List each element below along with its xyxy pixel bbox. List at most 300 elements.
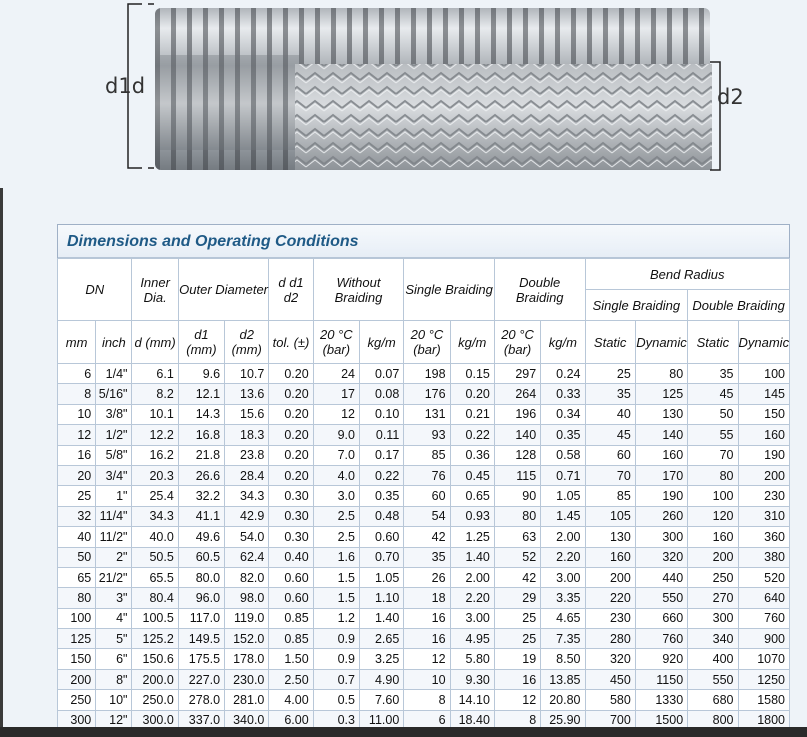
subheader-bar: 20 °C (bar) (494, 321, 540, 364)
table-cell: 96.0 (178, 588, 224, 608)
table-row (58, 649, 790, 669)
table-cell: 70 (585, 465, 635, 485)
table-cell: 0.20 (269, 384, 313, 404)
bottom-edge (0, 727, 807, 737)
subheader-tol: tol. (±) (269, 321, 313, 364)
table-cell: 50 (688, 404, 738, 424)
table-row (58, 486, 790, 506)
table-cell: 10" (96, 690, 132, 710)
table-cell: 45 (688, 384, 738, 404)
table-cell: 149.5 (178, 629, 224, 649)
table-row (58, 364, 790, 384)
table-cell: 176 (404, 384, 450, 404)
table-cell: 82.0 (225, 567, 269, 587)
table-cell: 0.24 (541, 364, 585, 384)
table-cell: 119.0 (225, 608, 269, 628)
table-cell: 52 (494, 547, 540, 567)
table-cell: 264 (494, 384, 540, 404)
header-double-braiding: Double Braiding (494, 259, 585, 321)
table-cell: 0.07 (359, 364, 403, 384)
table-cell: 6.00 (269, 710, 313, 730)
table-cell: 12 (494, 690, 540, 710)
table-cell: 260 (635, 506, 687, 526)
table-cell: 198 (404, 364, 450, 384)
table-row (58, 425, 790, 445)
table-cell: 400 (688, 649, 738, 669)
table-cell: 13.6 (225, 384, 269, 404)
table-cell: 80 (688, 465, 738, 485)
table-cell: 76 (404, 465, 450, 485)
table-cell: 6" (96, 649, 132, 669)
table-cell: 11/4" (96, 506, 132, 526)
table-cell: 160 (688, 527, 738, 547)
table-cell: 0.30 (269, 506, 313, 526)
header-inner: Inner Dia. (132, 259, 178, 321)
table-cell: 11/2" (96, 527, 132, 547)
table-cell: 9.30 (450, 669, 494, 689)
table-cell: 300 (58, 710, 96, 730)
dimensions-panel (57, 224, 790, 728)
table-cell: 170 (635, 465, 687, 485)
table-cell: 10.7 (225, 364, 269, 384)
table-cell: 0.65 (450, 486, 494, 506)
table-cell: 640 (738, 588, 790, 608)
table-cell: 80 (58, 588, 96, 608)
header-bend-radius: Bend Radius (585, 259, 790, 290)
table-cell: 4.95 (450, 629, 494, 649)
table-row (58, 384, 790, 404)
table-cell: 12.1 (178, 384, 224, 404)
table-cell: 25 (585, 364, 635, 384)
table-cell: 200.0 (132, 669, 178, 689)
table-cell: 0.11 (359, 425, 403, 445)
table-cell: 2.5 (313, 527, 359, 547)
table-cell: 550 (688, 669, 738, 689)
table-cell: 80 (635, 364, 687, 384)
table-cell: 85 (585, 486, 635, 506)
table-cell: 35 (404, 547, 450, 567)
table-cell: 26.6 (178, 465, 224, 485)
table-cell: 230 (585, 608, 635, 628)
subheader-inch: inch (96, 321, 132, 364)
table-cell: 270 (688, 588, 738, 608)
table-cell: 16.2 (132, 445, 178, 465)
table-cell: 0.20 (269, 404, 313, 424)
table-cell: 45 (585, 425, 635, 445)
table-cell: 0.35 (541, 425, 585, 445)
table-cell: 23.8 (225, 445, 269, 465)
table-cell: 29 (494, 588, 540, 608)
table-cell: 1.45 (541, 506, 585, 526)
table-cell: 62.4 (225, 547, 269, 567)
table-cell: 0.85 (269, 629, 313, 649)
table-cell: 6 (404, 710, 450, 730)
table-cell: 13.85 (541, 669, 585, 689)
table-cell: 42.9 (225, 506, 269, 526)
table-cell: 150.6 (132, 649, 178, 669)
table-cell: 1.05 (541, 486, 585, 506)
table-cell: 0.33 (541, 384, 585, 404)
table-cell: 8 (58, 384, 96, 404)
table-cell: 320 (635, 547, 687, 567)
table-cell: 1150 (635, 669, 687, 689)
table-cell: 80 (494, 506, 540, 526)
table-cell: 1/4" (96, 364, 132, 384)
table-cell: 8.50 (541, 649, 585, 669)
table-cell: 1800 (738, 710, 790, 730)
table-cell: 40 (58, 527, 96, 547)
table-cell: 250 (58, 690, 96, 710)
table-cell: 800 (688, 710, 738, 730)
table-cell: 4.65 (541, 608, 585, 628)
table-cell: 9.0 (313, 425, 359, 445)
table-cell: 93 (404, 425, 450, 445)
table-cell: 3.00 (450, 608, 494, 628)
table-cell: 0.48 (359, 506, 403, 526)
subheader-dynamic: Dynamic (738, 321, 790, 364)
table-cell: 16 (58, 445, 96, 465)
table-cell: 3/4" (96, 465, 132, 485)
table-cell: 0.93 (450, 506, 494, 526)
table-cell: 1.05 (359, 567, 403, 587)
table-cell: 300 (688, 608, 738, 628)
table-cell: 220 (585, 588, 635, 608)
table-cell: 54.0 (225, 527, 269, 547)
subheader-static: Static (585, 321, 635, 364)
table-cell: 8.2 (132, 384, 178, 404)
table-cell: 2" (96, 547, 132, 567)
table-cell: 25 (58, 486, 96, 506)
table-cell: 20 (58, 465, 96, 485)
table-cell: 42 (494, 567, 540, 587)
table-cell: 11.00 (359, 710, 403, 730)
table-cell: 0.85 (269, 608, 313, 628)
table-cell: 20.3 (132, 465, 178, 485)
table-row (58, 608, 790, 628)
table-cell: 520 (738, 567, 790, 587)
table-body (58, 364, 790, 731)
table-cell: 6 (58, 364, 96, 384)
table-cell: 300.0 (132, 710, 178, 730)
table-cell: 1.5 (313, 567, 359, 587)
table-cell: 0.9 (313, 629, 359, 649)
table-cell: 680 (688, 690, 738, 710)
table-cell: 450 (585, 669, 635, 689)
table-cell: 0.9 (313, 649, 359, 669)
table-cell: 0.40 (269, 547, 313, 567)
table-cell: 3" (96, 588, 132, 608)
table-cell: 280 (585, 629, 635, 649)
table-cell: 42 (404, 527, 450, 547)
table-cell: 25.90 (541, 710, 585, 730)
table-cell: 0.35 (359, 486, 403, 506)
subheader-kgm: kg/m (450, 321, 494, 364)
table-cell: 178.0 (225, 649, 269, 669)
table-row (58, 588, 790, 608)
table-cell: 0.60 (269, 588, 313, 608)
table-cell: 340.0 (225, 710, 269, 730)
table-cell: 0.22 (450, 425, 494, 445)
header-dn: DN (58, 259, 132, 321)
table-cell: 8" (96, 669, 132, 689)
table-cell: 16.8 (178, 425, 224, 445)
table-cell: 12 (404, 649, 450, 669)
table-cell: 760 (738, 608, 790, 628)
subheader-d: d (mm) (132, 321, 178, 364)
table-cell: 0.20 (269, 364, 313, 384)
dimensions-table (57, 258, 790, 731)
table-cell: 4.00 (269, 690, 313, 710)
table-cell: 0.30 (269, 486, 313, 506)
header-bend-single: Single Braiding (585, 290, 688, 321)
table-cell: 1" (96, 486, 132, 506)
table-row (58, 669, 790, 689)
label-d1d: d1d (105, 74, 146, 98)
table-cell: 14.3 (178, 404, 224, 424)
hose-illustration (0, 0, 807, 188)
table-row (58, 547, 790, 567)
header-outer: Outer Diameter (178, 259, 269, 321)
table-cell: 337.0 (178, 710, 224, 730)
table-cell: 128 (494, 445, 540, 465)
table-cell: 360 (738, 527, 790, 547)
table-cell: 0.21 (450, 404, 494, 424)
table-cell: 340 (688, 629, 738, 649)
table-cell: 5" (96, 629, 132, 649)
table-row (58, 465, 790, 485)
table-cell: 580 (585, 690, 635, 710)
table-cell: 1.10 (359, 588, 403, 608)
table-cell: 227.0 (178, 669, 224, 689)
table-cell: 2.50 (269, 669, 313, 689)
table-cell: 5/8" (96, 445, 132, 465)
table-cell: 55 (688, 425, 738, 445)
table-cell: 190 (738, 445, 790, 465)
table-cell: 152.0 (225, 629, 269, 649)
table-cell: 1.40 (450, 547, 494, 567)
table-cell: 3.25 (359, 649, 403, 669)
table-cell: 10.1 (132, 404, 178, 424)
table-cell: 175.5 (178, 649, 224, 669)
table-cell: 230.0 (225, 669, 269, 689)
header-single-braiding: Single Braiding (404, 259, 495, 321)
table-cell: 230 (738, 486, 790, 506)
subheader-kgm: kg/m (541, 321, 585, 364)
table-cell: 25 (494, 629, 540, 649)
table-cell: 28.4 (225, 465, 269, 485)
table-cell: 130 (635, 404, 687, 424)
table-cell: 0.71 (541, 465, 585, 485)
table-cell: 125 (58, 629, 96, 649)
table-cell: 4.90 (359, 669, 403, 689)
table-cell: 60 (585, 445, 635, 465)
table-cell: 20.80 (541, 690, 585, 710)
table-cell: 50 (58, 547, 96, 567)
table-cell: 7.0 (313, 445, 359, 465)
table-cell: 1070 (738, 649, 790, 669)
table-cell: 100.5 (132, 608, 178, 628)
table-cell: 190 (635, 486, 687, 506)
table-cell: 7.60 (359, 690, 403, 710)
table-cell: 281.0 (225, 690, 269, 710)
table-cell: 16 (404, 608, 450, 628)
table-cell: 3.00 (541, 567, 585, 587)
table-cell: 4.0 (313, 465, 359, 485)
table-cell: 320 (585, 649, 635, 669)
table-cell: 1.25 (450, 527, 494, 547)
table-cell: 90 (494, 486, 540, 506)
table-cell: 12 (313, 404, 359, 424)
table-cell: 65 (58, 567, 96, 587)
table-cell: 80.0 (178, 567, 224, 587)
table-cell: 25 (494, 608, 540, 628)
table-cell: 26 (404, 567, 450, 587)
table-cell: 130 (585, 527, 635, 547)
table-cell: 12.2 (132, 425, 178, 445)
table-cell: 63 (494, 527, 540, 547)
table-cell: 60.5 (178, 547, 224, 567)
table-cell: 660 (635, 608, 687, 628)
table-cell: 34.3 (132, 506, 178, 526)
table-cell: 100 (738, 364, 790, 384)
table-cell: 3/8" (96, 404, 132, 424)
table-cell: 15.6 (225, 404, 269, 424)
table-row (58, 404, 790, 424)
table-cell: 0.22 (359, 465, 403, 485)
table-cell: 150 (738, 404, 790, 424)
subheader-d2: d2 (mm) (225, 321, 269, 364)
table-cell: 0.45 (450, 465, 494, 485)
table-cell: 18.40 (450, 710, 494, 730)
table-cell: 21.8 (178, 445, 224, 465)
table-cell: 120 (688, 506, 738, 526)
table-cell: 9.6 (178, 364, 224, 384)
table-cell: 100 (58, 608, 96, 628)
table-cell: 0.36 (450, 445, 494, 465)
table-cell: 50.5 (132, 547, 178, 567)
table-row (58, 629, 790, 649)
table-cell: 440 (635, 567, 687, 587)
table-cell: 117.0 (178, 608, 224, 628)
table-cell: 200 (738, 465, 790, 485)
table-cell: 0.5 (313, 690, 359, 710)
table-cell: 140 (494, 425, 540, 445)
table-cell: 0.70 (359, 547, 403, 567)
table-cell: 21/2" (96, 567, 132, 587)
table-cell: 98.0 (225, 588, 269, 608)
header-without-braiding: Without Braiding (313, 259, 404, 321)
table-row (58, 445, 790, 465)
table-cell: 1330 (635, 690, 687, 710)
table-cell: 6.1 (132, 364, 178, 384)
table-cell: 10 (404, 669, 450, 689)
table-cell: 0.17 (359, 445, 403, 465)
header-tolerance: d d1 d2 (269, 259, 313, 321)
table-cell: 300 (635, 527, 687, 547)
table-cell: 196 (494, 404, 540, 424)
subheader-d1: d1 (mm) (178, 321, 224, 364)
table-cell: 25.4 (132, 486, 178, 506)
table-cell: 7.35 (541, 629, 585, 649)
table-cell: 200 (688, 547, 738, 567)
subheader-dynamic: Dynamic (635, 321, 687, 364)
table-cell: 65.5 (132, 567, 178, 587)
table-cell: 115 (494, 465, 540, 485)
table-cell: 0.15 (450, 364, 494, 384)
table-cell: 1250 (738, 669, 790, 689)
table-cell: 2.20 (450, 588, 494, 608)
table-cell: 17 (313, 384, 359, 404)
table-row (58, 506, 790, 526)
table-cell: 1.5 (313, 588, 359, 608)
subheader-bar: 20 °C (bar) (404, 321, 450, 364)
table-cell: 297 (494, 364, 540, 384)
table-cell: 0.60 (269, 567, 313, 587)
subheader-bar: 20 °C (bar) (313, 321, 359, 364)
table-cell: 0.30 (269, 527, 313, 547)
table-cell: 12" (96, 710, 132, 730)
table-cell: 760 (635, 629, 687, 649)
table-cell: 2.00 (541, 527, 585, 547)
table-cell: 41.1 (178, 506, 224, 526)
table-cell: 0.20 (269, 445, 313, 465)
table-cell: 2.20 (541, 547, 585, 567)
table-cell: 0.20 (269, 465, 313, 485)
table-cell: 1580 (738, 690, 790, 710)
table-cell: 140 (635, 425, 687, 445)
table-cell: 145 (738, 384, 790, 404)
table-cell: 278.0 (178, 690, 224, 710)
table-cell: 125.2 (132, 629, 178, 649)
table-row (58, 567, 790, 587)
table-cell: 3.35 (541, 588, 585, 608)
table-cell: 550 (635, 588, 687, 608)
table-row (58, 527, 790, 547)
table-cell: 70 (688, 445, 738, 465)
panel-title: Dimensions and Operating Conditions (58, 225, 789, 258)
header-bend-double: Double Braiding (688, 290, 790, 321)
table-cell: 3.0 (313, 486, 359, 506)
table-cell: 250.0 (132, 690, 178, 710)
table-cell: 10 (58, 404, 96, 424)
table-cell: 12 (58, 425, 96, 445)
table-cell: 920 (635, 649, 687, 669)
table-cell: 131 (404, 404, 450, 424)
table-cell: 200 (585, 567, 635, 587)
table-cell: 24 (313, 364, 359, 384)
table-cell: 40 (585, 404, 635, 424)
table-cell: 100 (688, 486, 738, 506)
table-cell: 8 (494, 710, 540, 730)
table-cell: 4" (96, 608, 132, 628)
table-cell: 2.5 (313, 506, 359, 526)
table-cell: 700 (585, 710, 635, 730)
table-cell: 32.2 (178, 486, 224, 506)
table-cell: 18 (404, 588, 450, 608)
table-cell: 1.2 (313, 608, 359, 628)
table-cell: 1.40 (359, 608, 403, 628)
table-cell: 1/2" (96, 425, 132, 445)
subheader-static: Static (688, 321, 738, 364)
table-cell: 0.58 (541, 445, 585, 465)
table-cell: 200 (58, 669, 96, 689)
subheader-kgm: kg/m (359, 321, 403, 364)
subheader-mm: mm (58, 321, 96, 364)
table-cell: 0.60 (359, 527, 403, 547)
table-cell: 18.3 (225, 425, 269, 445)
table-cell: 16 (404, 629, 450, 649)
table-cell: 60 (404, 486, 450, 506)
